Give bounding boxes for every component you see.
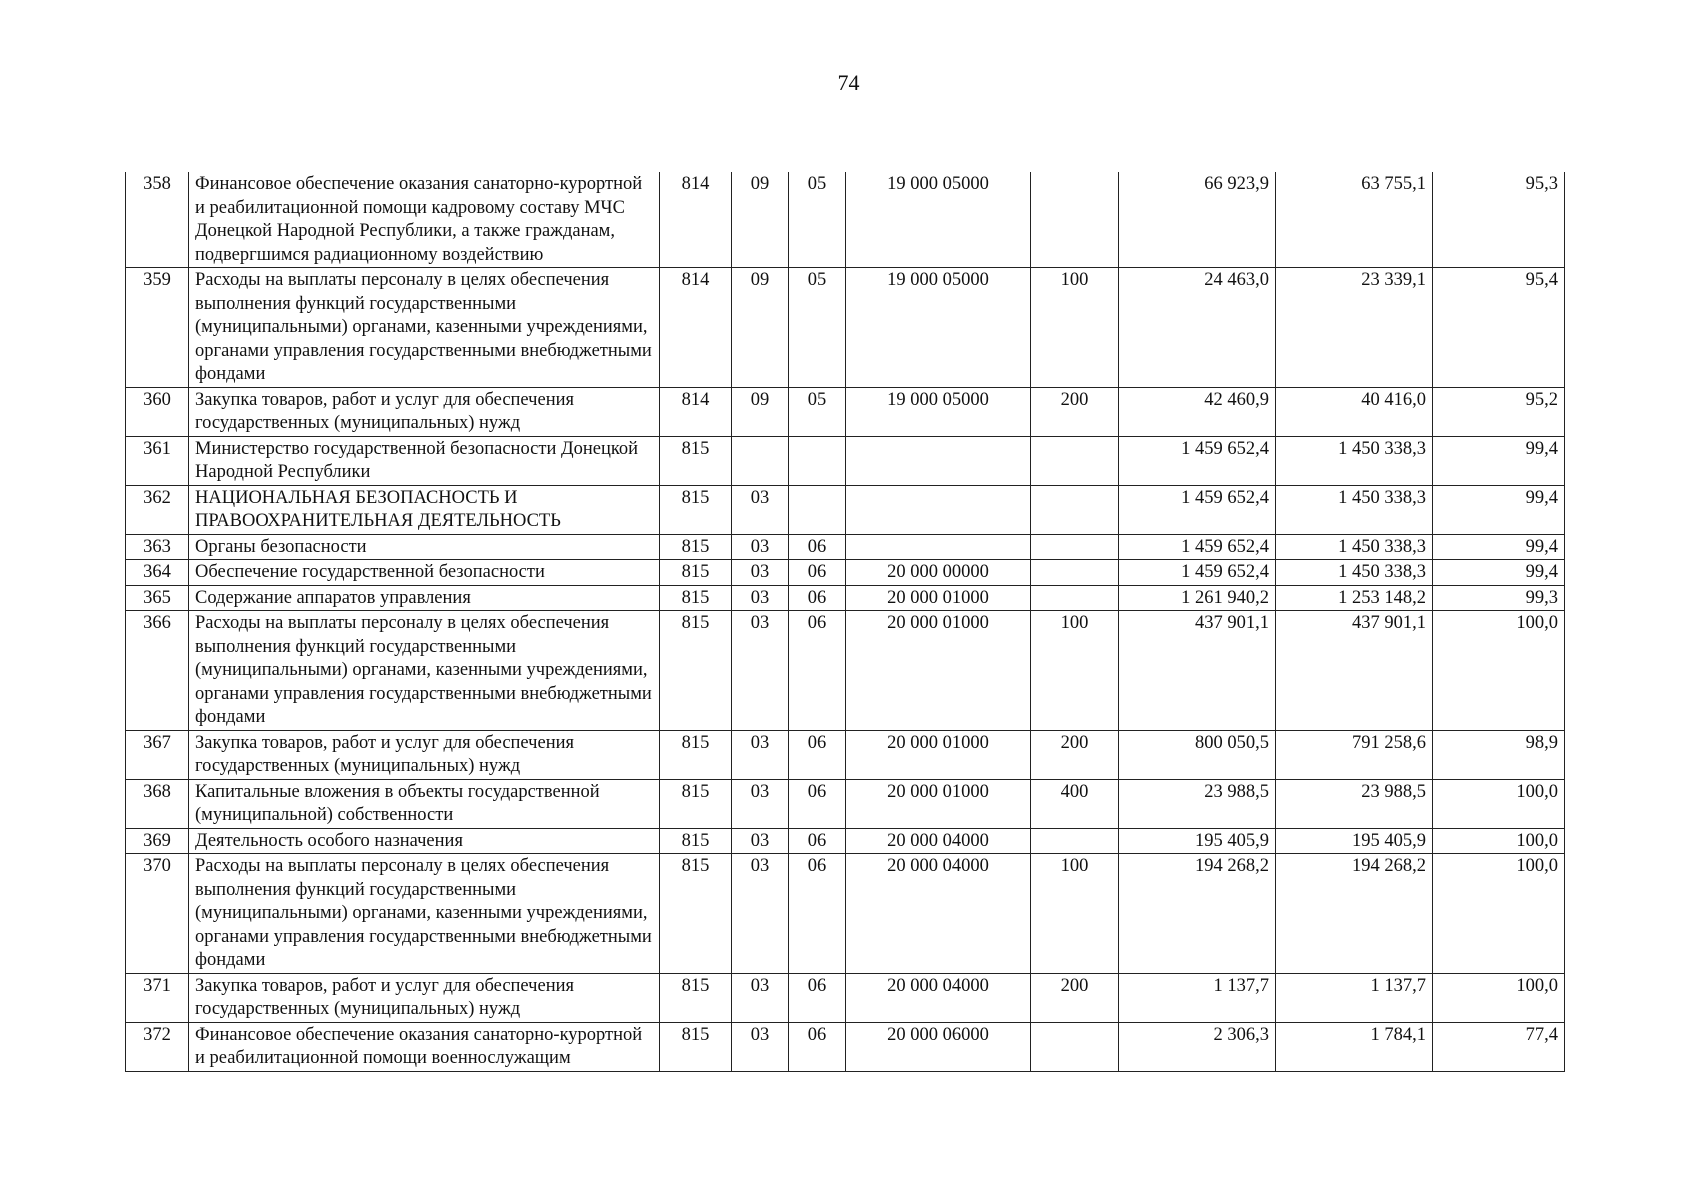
section-code-cell: 03 [732,730,789,779]
execution-percent-cell: 100,0 [1433,828,1565,854]
table-row [126,387,1565,436]
row-number-cell: 367 [126,730,189,779]
subsection-code-cell: 05 [789,268,846,388]
expense-type-code-cell: 400 [1031,779,1119,828]
expense-type-code-cell [1031,534,1119,560]
table-row [126,828,1565,854]
expense-type-code-cell: 200 [1031,730,1119,779]
section-code-cell: 03 [732,1022,789,1071]
article-code-cell: 20 000 00000 [846,560,1031,586]
expense-type-code-cell: 200 [1031,973,1119,1022]
subsection-code-cell: 05 [789,387,846,436]
executed-amount-cell: 195 405,9 [1276,828,1433,854]
row-number-cell: 370 [126,854,189,974]
execution-percent-cell: 99,4 [1433,485,1565,534]
row-number-cell: 368 [126,779,189,828]
article-code-cell: 20 000 04000 [846,854,1031,974]
planned-amount-cell: 437 901,1 [1119,611,1276,731]
expense-name-cell: Обеспечение государственной безопасности [189,560,660,586]
execution-percent-cell: 100,0 [1433,611,1565,731]
section-code-cell: 03 [732,828,789,854]
expense-type-code-cell [1031,560,1119,586]
subsection-code-cell: 06 [789,1022,846,1071]
article-code-cell: 19 000 05000 [846,268,1031,388]
ministry-code-cell: 815 [660,854,732,974]
planned-amount-cell: 24 463,0 [1119,268,1276,388]
article-code-cell: 19 000 05000 [846,172,1031,268]
row-number-cell: 371 [126,973,189,1022]
ministry-code-cell: 815 [660,779,732,828]
execution-percent-cell: 100,0 [1433,973,1565,1022]
planned-amount-cell: 1 459 652,4 [1119,485,1276,534]
section-code-cell: 03 [732,534,789,560]
table-row [126,611,1565,731]
row-number-cell: 366 [126,611,189,731]
ministry-code-cell: 815 [660,585,732,611]
table-row [126,973,1565,1022]
table-row [126,172,1565,268]
subsection-code-cell: 05 [789,172,846,268]
execution-percent-cell: 98,9 [1433,730,1565,779]
ministry-code-cell: 815 [660,1022,732,1071]
table-row [126,730,1565,779]
article-code-cell: 20 000 04000 [846,973,1031,1022]
execution-percent-cell: 99,4 [1433,534,1565,560]
execution-percent-cell: 100,0 [1433,779,1565,828]
table-row [126,854,1565,974]
planned-amount-cell: 66 923,9 [1119,172,1276,268]
row-number-cell: 372 [126,1022,189,1071]
execution-percent-cell: 95,4 [1433,268,1565,388]
subsection-code-cell: 06 [789,973,846,1022]
execution-percent-cell: 99,3 [1433,585,1565,611]
article-code-cell: 20 000 01000 [846,779,1031,828]
section-code-cell: 03 [732,779,789,828]
expense-type-code-cell [1031,1022,1119,1071]
subsection-code-cell: 06 [789,560,846,586]
section-code-cell [732,436,789,485]
subsection-code-cell: 06 [789,854,846,974]
article-code-cell [846,485,1031,534]
execution-percent-cell: 99,4 [1433,436,1565,485]
expense-type-code-cell [1031,828,1119,854]
table-row [126,779,1565,828]
table-row [126,268,1565,388]
ministry-code-cell: 815 [660,611,732,731]
planned-amount-cell: 42 460,9 [1119,387,1276,436]
expense-name-cell: НАЦИОНАЛЬНАЯ БЕЗОПАСНОСТЬ И ПРАВООХРАНИТЕЛЬНАЯ ДЕЯТЕЛЬНОСТЬ [189,485,660,534]
table-row [126,560,1565,586]
expense-name-cell: Закупка товаров, работ и услуг для обеспечения государственных (муниципальных) нужд [189,973,660,1022]
executed-amount-cell: 437 901,1 [1276,611,1433,731]
executed-amount-cell: 1 450 338,3 [1276,436,1433,485]
ministry-code-cell: 814 [660,268,732,388]
expense-type-code-cell: 100 [1031,854,1119,974]
section-code-cell: 03 [732,560,789,586]
subsection-code-cell [789,436,846,485]
planned-amount-cell: 1 137,7 [1119,973,1276,1022]
expense-type-code-cell: 100 [1031,611,1119,731]
expense-name-cell: Закупка товаров, работ и услуг для обеспечения государственных (муниципальных) нужд [189,730,660,779]
expense-type-code-cell: 200 [1031,387,1119,436]
row-number-cell: 358 [126,172,189,268]
section-code-cell: 03 [732,485,789,534]
executed-amount-cell: 1 253 148,2 [1276,585,1433,611]
planned-amount-cell: 800 050,5 [1119,730,1276,779]
planned-amount-cell: 23 988,5 [1119,779,1276,828]
execution-percent-cell: 77,4 [1433,1022,1565,1071]
executed-amount-cell: 23 988,5 [1276,779,1433,828]
expense-name-cell: Министерство государственной безопасности Донецкой Народной Республики [189,436,660,485]
ministry-code-cell: 814 [660,172,732,268]
section-code-cell: 09 [732,268,789,388]
expense-name-cell: Органы безопасности [189,534,660,560]
expense-name-cell: Финансовое обеспечение оказания санаторно-курортной и реабилитационной помощи военнослужащим [189,1022,660,1071]
section-code-cell: 03 [732,854,789,974]
table-row [126,1022,1565,1071]
section-code-cell: 09 [732,387,789,436]
table-row [126,585,1565,611]
planned-amount-cell: 1 261 940,2 [1119,585,1276,611]
subsection-code-cell: 06 [789,779,846,828]
section-code-cell: 03 [732,973,789,1022]
row-number-cell: 364 [126,560,189,586]
executed-amount-cell: 194 268,2 [1276,854,1433,974]
row-number-cell: 365 [126,585,189,611]
subsection-code-cell: 06 [789,828,846,854]
expense-name-cell: Деятельность особого назначения [189,828,660,854]
section-code-cell: 03 [732,611,789,731]
executed-amount-cell: 791 258,6 [1276,730,1433,779]
row-number-cell: 369 [126,828,189,854]
executed-amount-cell: 1 450 338,3 [1276,485,1433,534]
executed-amount-cell: 1 784,1 [1276,1022,1433,1071]
table-row [126,436,1565,485]
row-number-cell: 363 [126,534,189,560]
executed-amount-cell: 63 755,1 [1276,172,1433,268]
article-code-cell: 20 000 04000 [846,828,1031,854]
planned-amount-cell: 2 306,3 [1119,1022,1276,1071]
row-number-cell: 360 [126,387,189,436]
article-code-cell: 20 000 01000 [846,585,1031,611]
expense-type-code-cell [1031,585,1119,611]
executed-amount-cell: 1 450 338,3 [1276,534,1433,560]
subsection-code-cell: 06 [789,534,846,560]
ministry-code-cell: 815 [660,730,732,779]
ministry-code-cell: 814 [660,387,732,436]
executed-amount-cell: 1 137,7 [1276,973,1433,1022]
executed-amount-cell: 23 339,1 [1276,268,1433,388]
section-code-cell: 09 [732,172,789,268]
expense-type-code-cell: 100 [1031,268,1119,388]
subsection-code-cell: 06 [789,730,846,779]
table-body [126,172,1565,1071]
subsection-code-cell: 06 [789,585,846,611]
subsection-code-cell [789,485,846,534]
planned-amount-cell: 1 459 652,4 [1119,436,1276,485]
expense-name-cell: Финансовое обеспечение оказания санаторно-курортной и реабилитационной помощи кадровому составу МЧС Донецкой Народной Республики, а также гражданам, подвергшимся радиационному воздействию [189,172,660,268]
planned-amount-cell: 194 268,2 [1119,854,1276,974]
article-code-cell: 19 000 05000 [846,387,1031,436]
expense-name-cell: Капитальные вложения в объекты государственной (муниципальной) собственности [189,779,660,828]
planned-amount-cell: 1 459 652,4 [1119,534,1276,560]
execution-percent-cell: 100,0 [1433,854,1565,974]
expense-name-cell: Расходы на выплаты персоналу в целях обеспечения выполнения функций государственными (муниципальными) органами, казенными учреждениями, органами управления государственными внебюджетными фондами [189,854,660,974]
table-row [126,485,1565,534]
row-number-cell: 361 [126,436,189,485]
planned-amount-cell: 1 459 652,4 [1119,560,1276,586]
planned-amount-cell: 195 405,9 [1119,828,1276,854]
article-code-cell [846,534,1031,560]
expense-name-cell: Расходы на выплаты персоналу в целях обеспечения выполнения функций государственными (муниципальными) органами, казенными учреждениями, органами управления государственными внебюджетными фондами [189,611,660,731]
budget-table [125,172,1565,1072]
article-code-cell: 20 000 06000 [846,1022,1031,1071]
table-row [126,534,1565,560]
executed-amount-cell: 1 450 338,3 [1276,560,1433,586]
expense-type-code-cell [1031,436,1119,485]
ministry-code-cell: 815 [660,534,732,560]
subsection-code-cell: 06 [789,611,846,731]
article-code-cell [846,436,1031,485]
expense-name-cell: Закупка товаров, работ и услуг для обеспечения государственных (муниципальных) нужд [189,387,660,436]
execution-percent-cell: 99,4 [1433,560,1565,586]
row-number-cell: 362 [126,485,189,534]
execution-percent-cell: 95,3 [1433,172,1565,268]
ministry-code-cell: 815 [660,485,732,534]
expense-type-code-cell [1031,485,1119,534]
ministry-code-cell: 815 [660,436,732,485]
expense-name-cell: Расходы на выплаты персоналу в целях обеспечения выполнения функций государственными (муниципальными) органами, казенными учреждениями, органами управления государственными внебюджетными фондами [189,268,660,388]
expense-name-cell: Содержание аппаратов управления [189,585,660,611]
executed-amount-cell: 40 416,0 [1276,387,1433,436]
article-code-cell: 20 000 01000 [846,611,1031,731]
execution-percent-cell: 95,2 [1433,387,1565,436]
section-code-cell: 03 [732,585,789,611]
ministry-code-cell: 815 [660,828,732,854]
article-code-cell: 20 000 01000 [846,730,1031,779]
ministry-code-cell: 815 [660,560,732,586]
ministry-code-cell: 815 [660,973,732,1022]
row-number-cell: 359 [126,268,189,388]
expense-type-code-cell [1031,172,1119,268]
page-number: 74 [837,70,860,95]
